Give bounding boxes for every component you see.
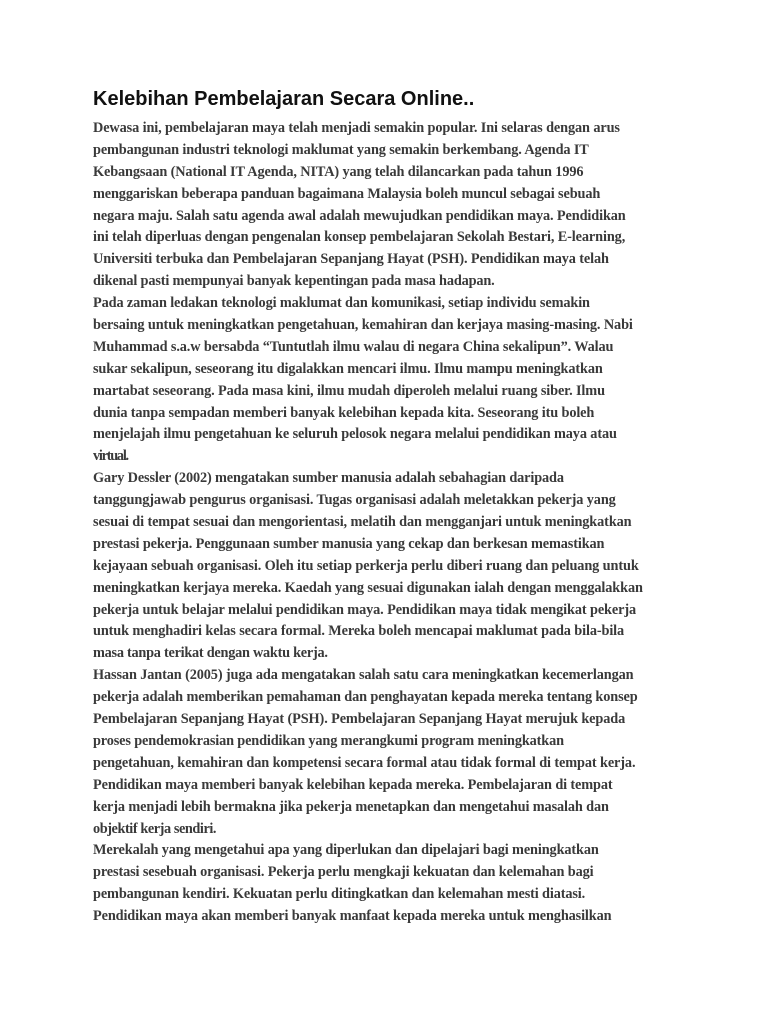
text-line: Pendidikan maya memberi banyak kelebihan kepada mereka. Pembelajaran di tempat (93, 776, 613, 793)
text-line: menjelajah ilmu pengetahuan ke seluruh pelosok negara melalui pendidikan maya atau (93, 426, 617, 443)
text-line: Pada zaman ledakan teknologi maklumat dan komunikasi, setiap individu semakin (93, 295, 590, 312)
text-line: Dewasa ini, pembelajaran maya telah menjadi semakin popular. Ini selaras dengan arus (93, 120, 620, 136)
text-line: pekerja adalah memberikan pemahaman dan penghayatan kepada mereka tentang konsep (93, 689, 638, 706)
text-line: martabat seseorang. Pada masa kini, ilmu mudah diperoleh melalui ruang siber. Ilmu (93, 382, 605, 399)
text-line: masa tanpa terikat dengan waktu kerja. (93, 645, 328, 662)
text-line: bersaing untuk meningkatkan pengetahuan, kemahiran dan kerjaya masing-masing. Nabi (93, 317, 633, 334)
text-line: sesuai di tempat sesuai dan mengorientasi, melatih dan mengganjari untuk meningkatkan (93, 514, 632, 531)
text-line: objektif kerja sendiri. (93, 820, 217, 837)
text-line: kerja menjadi lebih bermakna jika pekerja menetapkan dan mengetahui masalah dan (93, 798, 609, 815)
text-line: prestasi sesebuah organisasi. Pekerja perlu mengkaji kekuatan dan kelemahan bagi (93, 864, 594, 881)
text-line: sukar sekalipun, seseorang itu digalakkan mencari ilmu. Ilmu mampu meningkatkan (93, 360, 603, 377)
text-line: dikenal pasti mempunyai banyak kepentingan pada masa hadapan. (93, 273, 495, 290)
text-line: kejayaan sebuah organisasi. Oleh itu setiap perkerja perlu diberi ruang dan peluang untuk (93, 557, 639, 574)
text-line: Pendidikan maya akan memberi banyak manfaat kepada mereka untuk menghasilkan (93, 908, 612, 925)
text-line: Hassan Jantan (2005) juga ada mengatakan salah satu cara meningkatkan kecemerlangan (93, 667, 634, 684)
text-line: Gary Dessler (2002) mengatakan sumber manusia adalah sebahagian daripada (93, 470, 564, 487)
text-line: tanggungjawab pengurus organisasi. Tugas organisasi adalah meletakkan pekerja yang (93, 492, 616, 509)
text-line: Kebangsaan (National IT Agenda, NITA) yang telah dilancarkan pada tahun 1996 (93, 163, 584, 180)
document-body (93, 118, 693, 928)
text-line: pembangunan industri teknologi maklumat yang semakin berkembang. Agenda IT (93, 141, 589, 158)
text-line: pembangunan kendiri. Kekuatan perlu ditingkatkan dan kelemahan mesti diatasi. (93, 886, 586, 903)
text-line: Pembelajaran Sepanjang Hayat (PSH). Pembelajaran Sepanjang Hayat merujuk kepada (93, 711, 626, 728)
text-line: Universiti terbuka dan Pembelajaran Sepanjang Hayat (PSH). Pendidikan maya telah (93, 251, 609, 268)
text-line: negara maju. Salah satu agenda awal adalah mewujudkan pendidikan maya. Pendidikan (93, 207, 626, 224)
text-line: untuk menghadiri kelas secara formal. Mereka boleh mencapai maklumat pada bila-bila (93, 623, 625, 640)
text-line: Merekalah yang mengetahui apa yang diperlukan dan dipelajari bagi meningkatkan (93, 842, 599, 859)
text-line: proses pendemokrasian pendidikan yang merangkumi program meningkatkan (93, 732, 564, 749)
text-line: prestasi pekerja. Penggunaan sumber manusia yang cekap dan berkesan memastikan (93, 535, 605, 552)
text-line: ini telah diperluas dengan pengenalan konsep pembelajaran Sekolah Bestari, E-learning, (93, 229, 626, 246)
text-line: meningkatkan kerjaya mereka. Kaedah yang sesuai digunakan ialah dengan menggalakkan (93, 579, 643, 596)
text-line: pekerja untuk belajar melalui pendidikan maya. Pendidikan maya tidak mengikat pekerja (93, 601, 637, 618)
text-line: menggariskan beberapa panduan bagaimana Malaysia boleh muncul sebagai sebuah (93, 185, 601, 202)
text-line: dunia tanpa sempadan memberi banyak kelebihan kepada kita. Seseorang itu boleh (93, 404, 595, 421)
text-line: Muhammad s.a.w bersabda “Tuntutlah ilmu walau di negara China sekalipun”. Walau (93, 338, 614, 355)
text-line: virtual. (93, 448, 128, 465)
document-title: Kelebihan Pembelajaran Secara Online.. (93, 88, 475, 110)
text-line: pengetahuan, kemahiran dan kompetensi secara formal atau tidak formal di tempat kerja. (93, 754, 636, 771)
